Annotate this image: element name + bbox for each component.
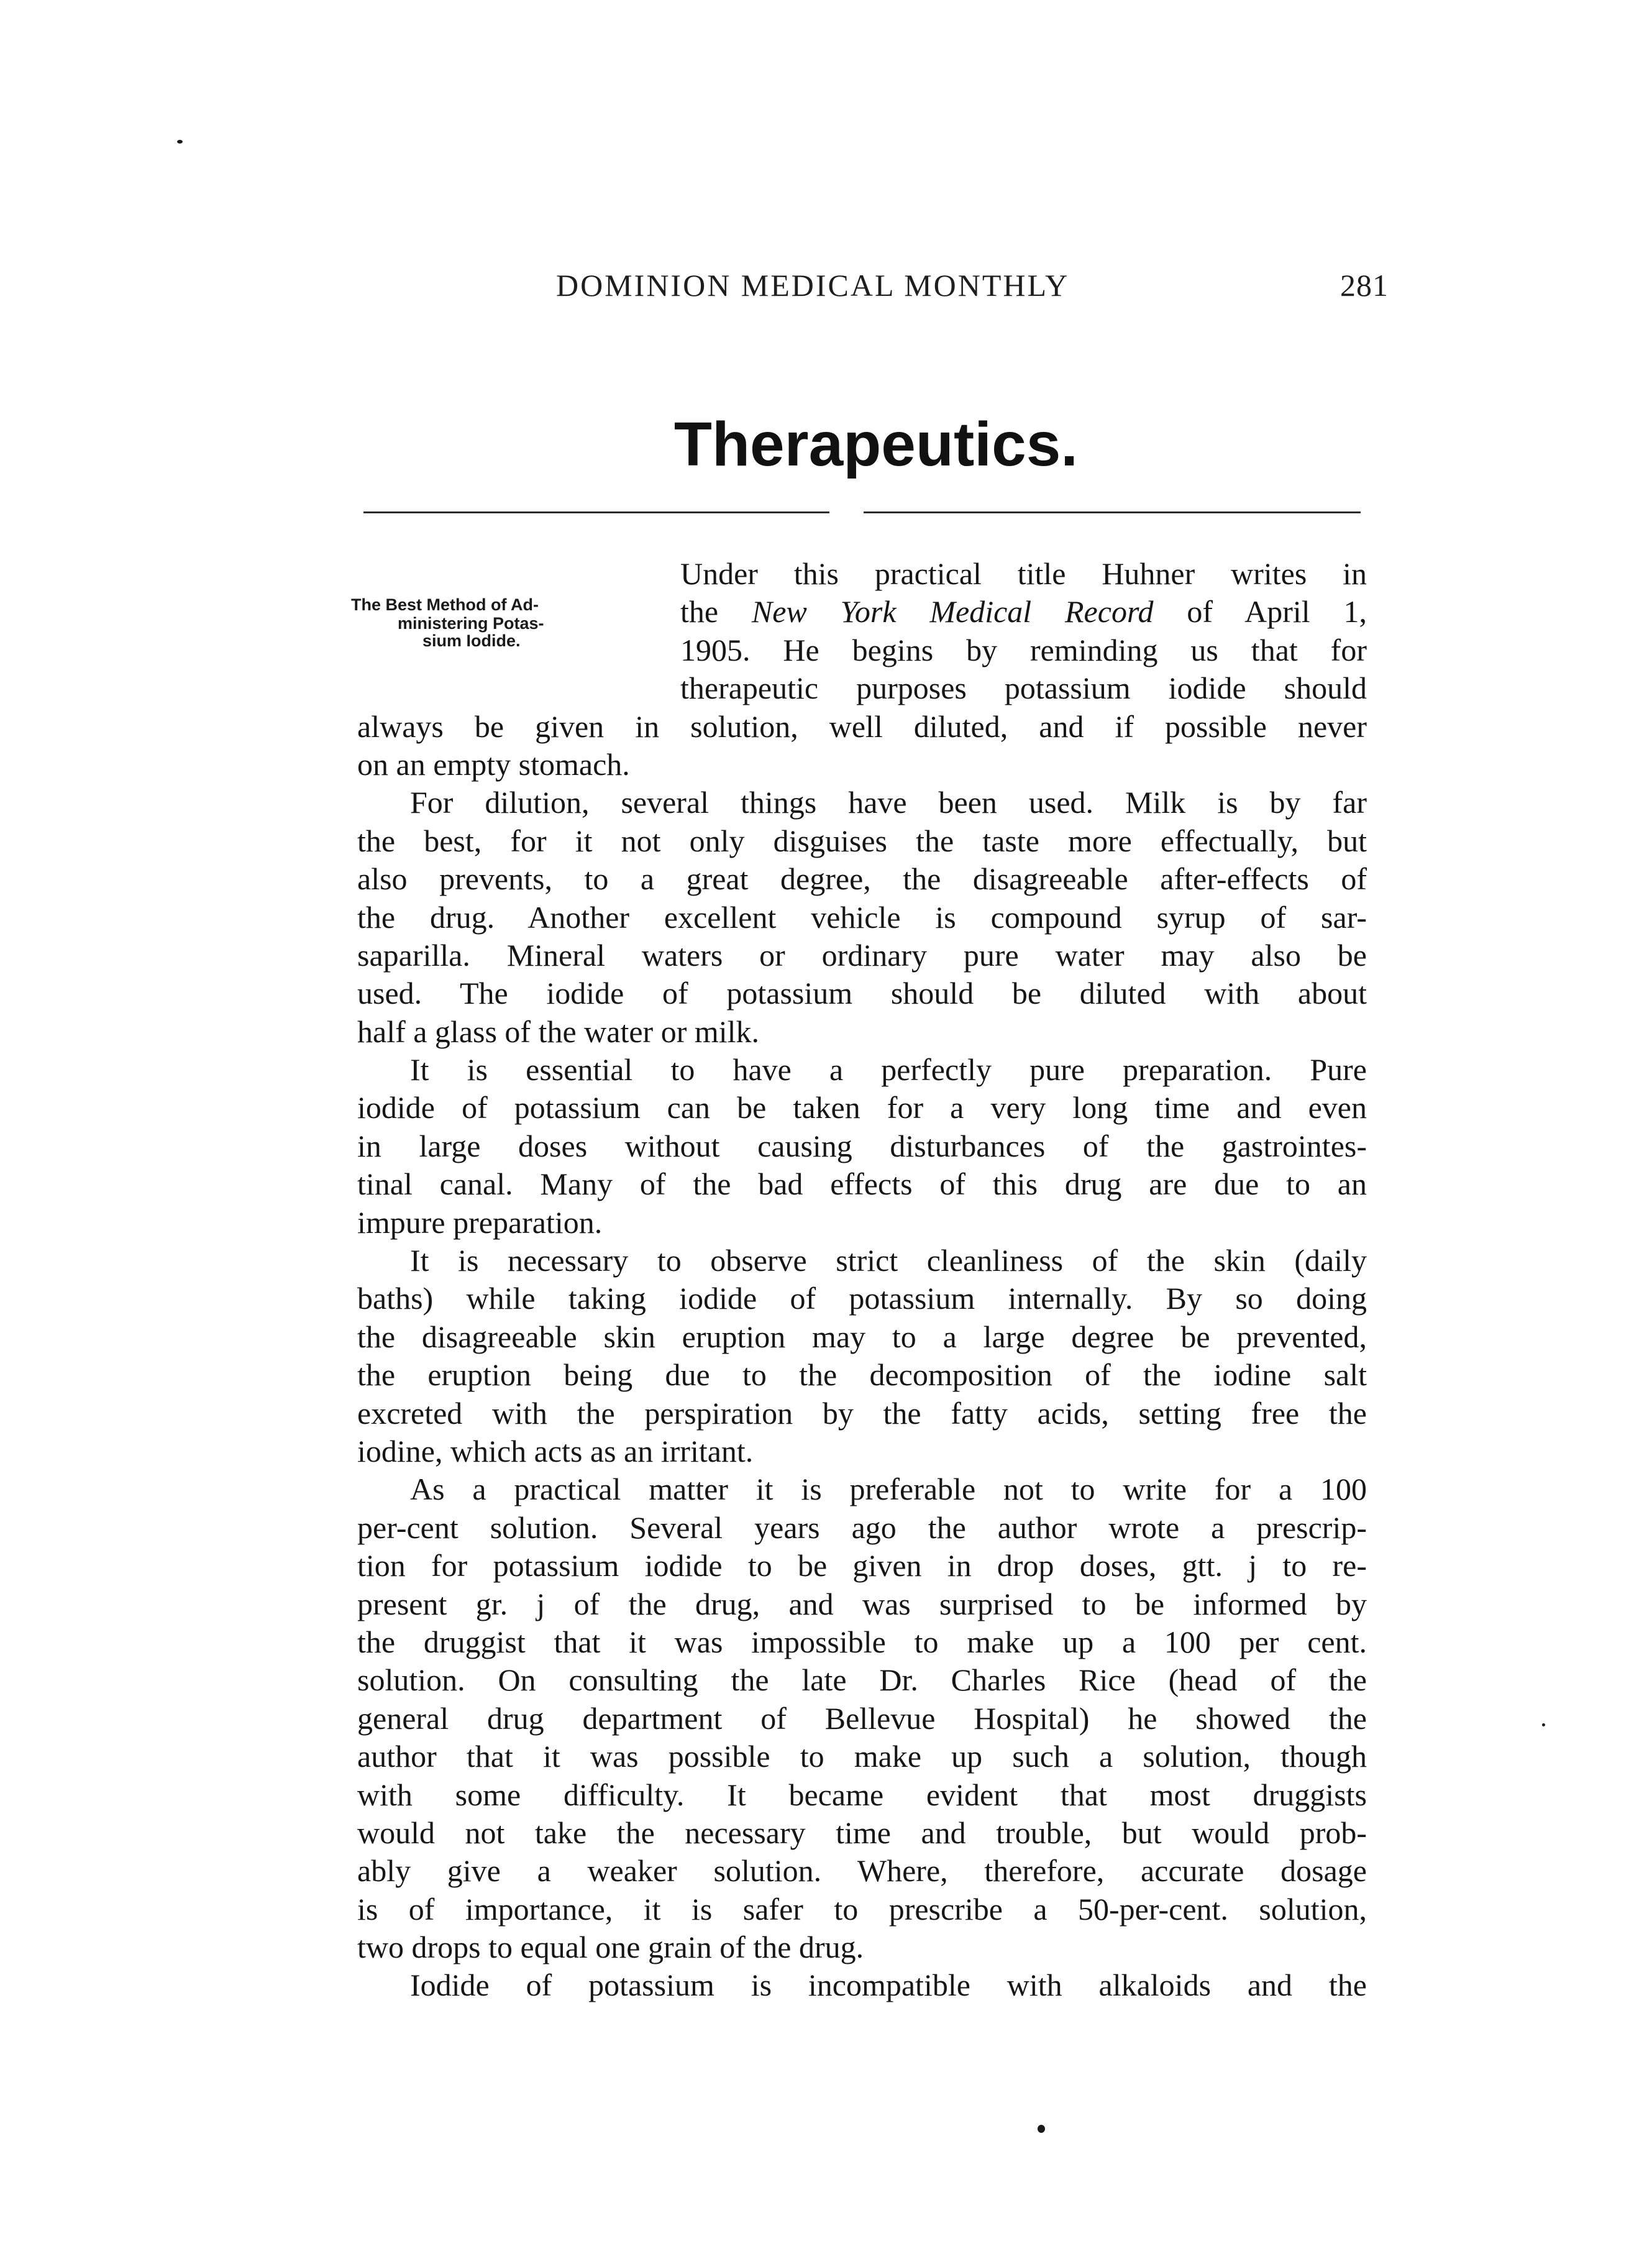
- text-line: therapeutic purposes potassium iodide should: [680, 671, 1367, 706]
- text-line: two drops to equal one grain of the drug.: [357, 1930, 864, 1965]
- text-line: general drug department of Bellevue Hospital) he showed the: [357, 1700, 1367, 1736]
- marginal-note-line: sium Iodide.: [422, 631, 521, 650]
- text-line: iodine, which acts as an irritant.: [357, 1433, 754, 1469]
- text-line: would not take the necessary time and trouble, but would prob-: [357, 1815, 1367, 1850]
- text-line: also prevents, to a great degree, the disagreeable after-effects of: [357, 861, 1367, 897]
- ink-speck: [1038, 2125, 1045, 2133]
- text-line: excreted with the perspiration by the fatty acids, setting free the: [357, 1395, 1367, 1431]
- text-line: on an empty stomach.: [357, 746, 630, 782]
- text-line: present gr. j of the drug, and was surprised to be informed by: [357, 1586, 1367, 1621]
- journal-title: DOMINION MEDICAL MONTHLY: [556, 268, 1070, 303]
- text-line: For dilution, several things have been used. Milk is by far: [410, 785, 1367, 820]
- text-line: always be given in solution, well diluted, and if possible never: [357, 708, 1367, 744]
- text-line: per-cent solution. Several years ago the author wrote a prescrip-: [357, 1510, 1367, 1545]
- text-line: the eruption being due to the decomposition of the iodine salt: [357, 1357, 1367, 1393]
- text-line: with some difficulty. It became evident that most druggists: [357, 1777, 1367, 1812]
- section-title: Therapeutics.: [673, 410, 1079, 479]
- text-line: in large doses without causing disturbances of the gastrointes-: [357, 1128, 1367, 1163]
- text-line: the drug. Another excellent vehicle is compound syrup of sar-: [357, 899, 1367, 935]
- text-line: iodide of potassium can be taken for a very long time and even: [357, 1090, 1367, 1125]
- text-line: As a practical matter it is preferable not to write for a 100: [410, 1472, 1367, 1507]
- text-line: is of importance, it is safer to prescribe a 50-per-cent. solution,: [357, 1891, 1367, 1927]
- text-line: It is necessary to observe strict cleanliness of the skin (daily: [410, 1243, 1367, 1278]
- divider-rule-right: [864, 511, 1361, 513]
- divider-rule-left: [363, 511, 829, 513]
- text-line: the New York Medical Record of April 1,: [680, 594, 1367, 630]
- article-body: [357, 555, 1367, 2005]
- text-line: solution. On consulting the late Dr. Charles Rice (head of the: [357, 1662, 1367, 1698]
- text-line: tinal canal. Many of the bad effects of this drug are due to an: [357, 1166, 1367, 1202]
- text-line: half a glass of the water or milk.: [357, 1014, 760, 1049]
- marginal-note-line: The Best Method of Ad-: [351, 595, 539, 614]
- text-line: It is essential to have a perfectly pure preparation. Pure: [410, 1052, 1367, 1088]
- text-line: baths) while taking iodide of potassium internally. By so doing: [357, 1281, 1367, 1316]
- ink-speck: [1542, 1723, 1545, 1726]
- text-line: Under this practical title Huhner writes in: [680, 556, 1367, 591]
- text-line: saparilla. Mineral waters or ordinary pure water may also be: [357, 937, 1367, 973]
- running-head: [556, 267, 1389, 317]
- journal-name: New York Medical Record: [751, 594, 1154, 630]
- page-number: 281: [1340, 268, 1389, 303]
- ink-speck: [177, 140, 183, 144]
- text-line: author that it was possible to make up such a solution, though: [357, 1739, 1367, 1774]
- text-line: tion for potassium iodide to be given in drop doses, gtt. j to re-: [357, 1548, 1367, 1583]
- text-line: the druggist that it was impossible to make up a 100 per cent.: [357, 1624, 1367, 1659]
- text-line: the disagreeable skin eruption may to a large degree be prevented,: [357, 1319, 1367, 1354]
- text-line: Iodide of potassium is incompatible with alkaloids and the: [410, 1968, 1367, 2003]
- text-line: ably give a weaker solution. Where, therefore, accurate dosage: [357, 1853, 1367, 1889]
- text-line: impure preparation.: [357, 1204, 603, 1240]
- marginal-note-line: ministering Potas-: [398, 614, 544, 633]
- text-line: 1905. He begins by reminding us that for: [680, 632, 1367, 667]
- text-line: the best, for it not only disguises the taste more effectually, but: [357, 823, 1367, 858]
- text-line: used. The iodide of potassium should be diluted with about: [357, 976, 1367, 1011]
